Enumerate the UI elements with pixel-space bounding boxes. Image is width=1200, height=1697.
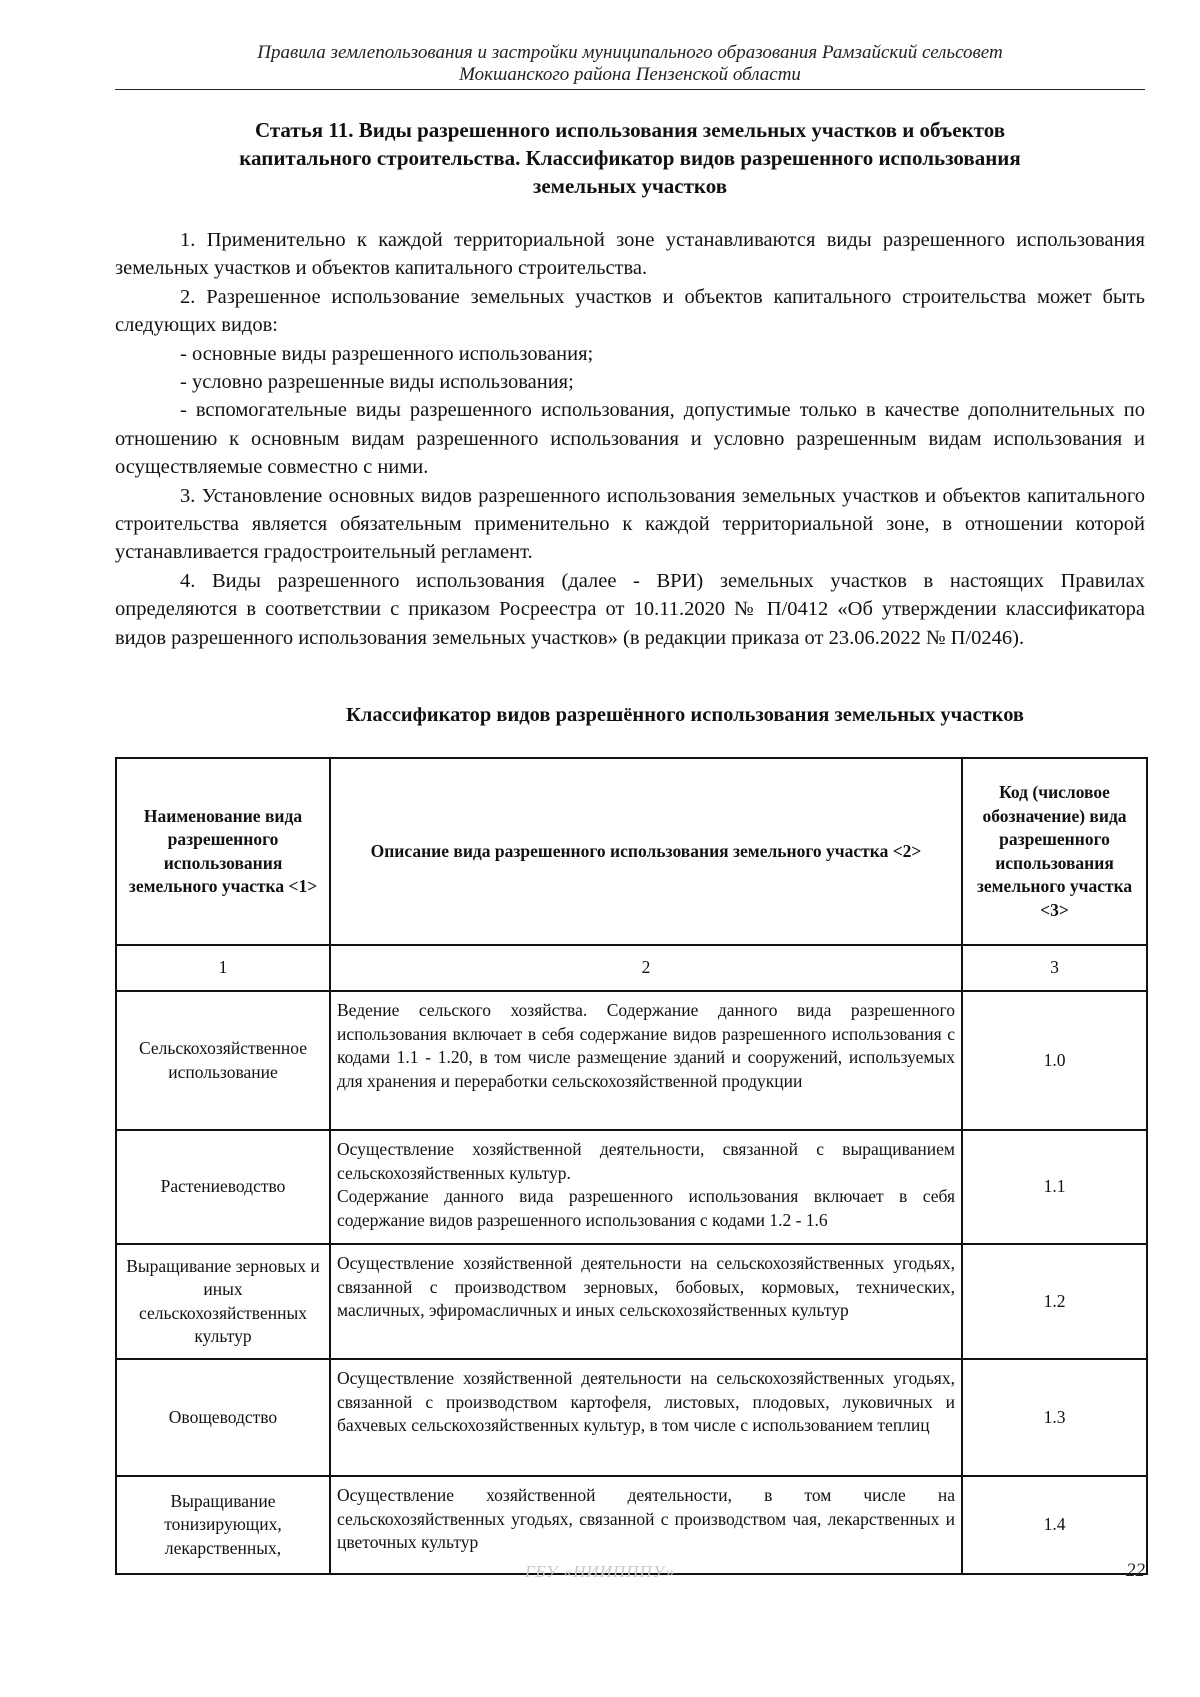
article-title-line1: Статья 11. Виды разрешенного использования земельных участков и объектов <box>254 118 1006 142</box>
row-name: Выращивание тонизирующих, лекарственных, <box>116 1476 330 1574</box>
row-description: Осуществление хозяйственной деятельности на сельскохозяйственных угодьях, связанной с производством зерновых, бобовых, кормовых, технических, масличных, эфиромасличных и иных сельскохозяйственных культур <box>330 1244 962 1359</box>
article-body <box>115 226 1145 652</box>
classifier-table <box>115 757 1148 1575</box>
row-code: 1.4 <box>962 1476 1147 1574</box>
article-title <box>115 116 1145 200</box>
table-header-row <box>116 758 1147 945</box>
row-code: 1.2 <box>962 1244 1147 1359</box>
running-header-line1: Правила землепользования и застройки муниципального образования Рамзайский сельсовет <box>257 42 1003 63</box>
column-number-1: 1 <box>116 945 330 991</box>
table-caption: Классификатор видов разрешённого использования земельных участков <box>345 704 1025 726</box>
table-row <box>116 1130 1147 1244</box>
running-header-line2: Мокшанского района Пензенской области <box>459 64 801 85</box>
row-code: 1.3 <box>962 1359 1147 1476</box>
list-item-main: - основные виды разрешенного использования; <box>180 342 594 365</box>
row-description <box>330 1130 962 1244</box>
paragraph-4: 4. Виды разрешенного использования (далее - ВРИ) земельных участков в настоящих Правилах определяются в соответствии с приказом Росреестра от 10.11.2020 № П/0412 «Об утверждении классификатора видов разрешенного использования земельных участков» (в редакции приказа от 23.06.2022 № П/0246). <box>115 569 1145 649</box>
list-item-conditional: - условно разрешенные виды использования; <box>180 371 574 394</box>
table-row <box>116 1359 1147 1476</box>
article-title-line2: капитального строительства. Классификатор видов разрешенного использования <box>239 146 1021 170</box>
column-number-2: 2 <box>330 945 962 991</box>
header-description: Описание вида разрешенного использования земельного участка <2> <box>330 758 962 945</box>
row-description-part1: Осуществление хозяйственной деятельности, связанной с выращиванием сельскохозяйственных культур. <box>337 1139 955 1183</box>
row-name: Растениеводство <box>116 1130 330 1244</box>
row-description: Осуществление хозяйственной деятельности на сельскохозяйственных угодьях, связанной с производством картофеля, листовых, плодовых, луковичных и бахчевых сельскохозяйственных культур, в том числе с использованием теплиц <box>330 1359 962 1476</box>
page-number: 22 <box>1126 1560 1145 1581</box>
paragraph-3: 3. Установление основных видов разрешенного использования земельных участков и объектов капитального строительства является обязательным применительно к каждой территориальной зоне, в отношении которой устанавливается градостроительный регламент. <box>115 484 1145 564</box>
table-row <box>116 991 1147 1130</box>
running-header <box>115 42 1145 86</box>
paragraph-2: 2. Разрешенное использование земельных участков и объектов капитального строительства может быть следующих видов: <box>115 285 1145 337</box>
row-name: Сельскохозяйственное использование <box>116 991 330 1130</box>
table-row <box>116 1244 1147 1359</box>
table-row <box>116 1476 1147 1574</box>
header-code: Код (числовое обозначение) вида разрешенного использования земельного участка <3> <box>962 758 1147 945</box>
column-number-3: 3 <box>962 945 1147 991</box>
footer-organization: ГБУ «НИИПППУ» <box>524 1562 676 1581</box>
row-name: Выращивание зерновых и иных сельскохозяйственных культур <box>116 1244 330 1359</box>
list-item-auxiliary: - вспомогательные виды разрешенного использования, допустимые только в качестве дополнительных по отношению к основным видам разрешенного использования и условно разрешенным видам использования и осуществляемые совместно с ними. <box>115 399 1145 479</box>
article-title-line3: земельных участков <box>532 174 728 198</box>
row-code: 1.0 <box>962 991 1147 1130</box>
row-name: Овощеводство <box>116 1359 330 1476</box>
row-description-part2: Содержание данного вида разрешенного использования включает в себя содержание видов разрешенного использования с кодами 1.2 - 1.6 <box>337 1186 955 1230</box>
row-code: 1.1 <box>962 1130 1147 1244</box>
table-column-numbers-row <box>116 945 1147 991</box>
row-description: Осуществление хозяйственной деятельности, в том числе на сельскохозяйственных угодьях, связанной с производством чая, лекарственных и цветочных культур <box>330 1476 962 1574</box>
header-rule <box>115 89 1145 90</box>
paragraph-1: 1. Применительно к каждой территориальной зоне устанавливаются виды разрешенного использования земельных участков и объектов капитального строительства. <box>115 229 1145 280</box>
row-description: Ведение сельского хозяйства. Содержание данного вида разрешенного использования включает в себя содержание видов разрешенного использования с кодами 1.1 - 1.20, в том числе размещение зданий и сооружений, используемых для хранения и переработки сельскохозяйственной продукции <box>330 991 962 1130</box>
header-name: Наименование вида разрешенного использования земельного участка <1> <box>116 758 330 945</box>
